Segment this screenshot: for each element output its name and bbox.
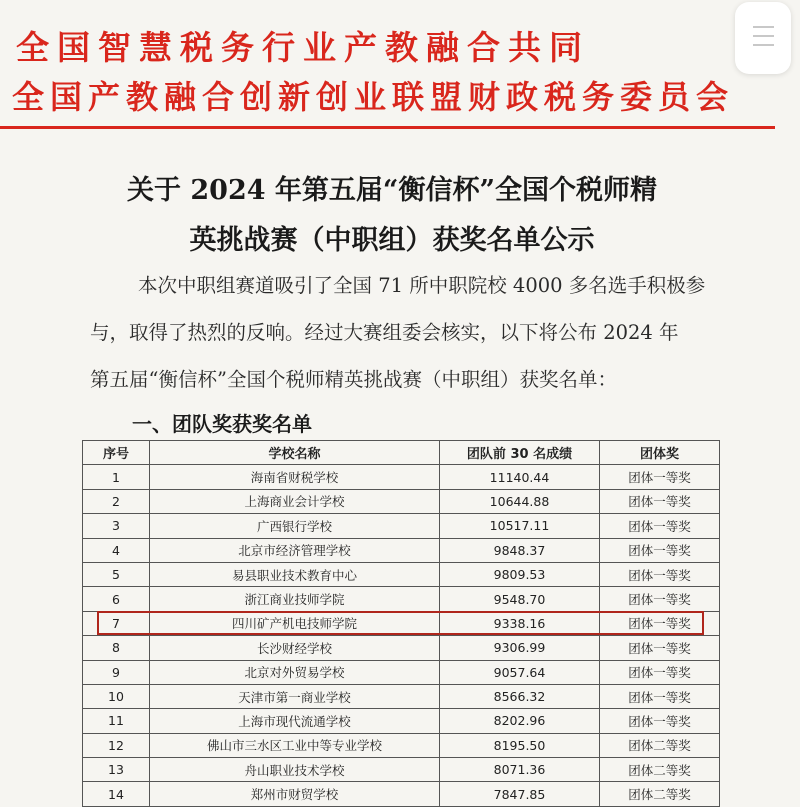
doc-title-line-2: 英挑战赛（中职组）获奖名单公示 — [189, 225, 595, 256]
section-title: 一、团队奖获奖名单 — [132, 412, 312, 436]
cell-score: 9057.64 — [440, 660, 600, 684]
table-row — [83, 684, 720, 708]
table-row — [83, 587, 720, 611]
header-org-line-2: 全国产教融合创新创业联盟财政税务委员会 — [12, 78, 735, 116]
col-header-school: 学校名称 — [150, 441, 440, 465]
cell-score: 11140.44 — [440, 465, 600, 489]
cell-school: 北京对外贸易学校 — [150, 660, 440, 684]
table-row — [83, 758, 720, 782]
cell-award: 团体一等奖 — [600, 709, 720, 733]
cell-award: 团体一等奖 — [600, 660, 720, 684]
table-header-row — [83, 441, 720, 465]
intro-line-1: 本次中职组赛道吸引了全国 71 所中职院校 4000 多名选手积极参 — [138, 274, 706, 297]
table-row — [83, 611, 720, 635]
cell-school: 上海商业会计学校 — [150, 489, 440, 513]
cell-school: 四川矿产机电技师学院 — [150, 611, 440, 635]
cell-award: 团体一等奖 — [600, 684, 720, 708]
cell-award: 团体一等奖 — [600, 587, 720, 611]
table-row — [83, 709, 720, 733]
table-row — [83, 514, 720, 538]
cell-school: 天津市第一商业学校 — [150, 684, 440, 708]
cell-award: 团体一等奖 — [600, 489, 720, 513]
cell-award: 团体一等奖 — [600, 538, 720, 562]
cell-school: 海南省财税学校 — [150, 465, 440, 489]
col-header-award: 团体奖 — [600, 441, 720, 465]
cell-school: 长沙财经学校 — [150, 636, 440, 660]
cell-award: 团体二等奖 — [600, 733, 720, 757]
cell-score: 9306.99 — [440, 636, 600, 660]
table-row — [83, 562, 720, 586]
table-body — [83, 465, 720, 806]
cell-score: 10517.11 — [440, 514, 600, 538]
cell-award: 团体一等奖 — [600, 562, 720, 586]
header-org-line-1: 全国智慧税务行业产教融合共同 — [16, 28, 590, 67]
cell-school: 易县职业技术教育中心 — [150, 562, 440, 586]
cell-award: 团体一等奖 — [600, 465, 720, 489]
table-row — [83, 782, 720, 806]
cell-no: 3 — [83, 514, 150, 538]
cell-no: 11 — [83, 709, 150, 733]
cell-award: 团体二等奖 — [600, 782, 720, 806]
cell-score: 8195.50 — [440, 733, 600, 757]
header-divider — [0, 126, 775, 129]
cell-no: 8 — [83, 636, 150, 660]
cell-school: 广西银行学校 — [150, 514, 440, 538]
cell-no: 5 — [83, 562, 150, 586]
cell-score: 8566.32 — [440, 684, 600, 708]
cell-school: 佛山市三水区工业中等专业学校 — [150, 733, 440, 757]
cell-score: 7847.85 — [440, 782, 600, 806]
cell-no: 7 — [83, 611, 150, 635]
intro-line-3: 第五届“衡信杯”全国个税师精英挑战赛（中职组）获奖名单： — [90, 368, 617, 391]
cell-award: 团体二等奖 — [600, 758, 720, 782]
cell-school: 浙江商业技师学院 — [150, 587, 440, 611]
table-row — [83, 489, 720, 513]
col-header-score: 团队前 30 名成绩 — [440, 441, 600, 465]
cell-no: 13 — [83, 758, 150, 782]
cell-award: 团体一等奖 — [600, 514, 720, 538]
cell-no: 1 — [83, 465, 150, 489]
cell-school: 上海市现代流通学校 — [150, 709, 440, 733]
table-row — [83, 733, 720, 757]
award-table — [82, 440, 720, 807]
cell-no: 14 — [83, 782, 150, 806]
intro-line-2: 与，取得了热烈的反响。经过大赛组委会核实，以下将公布 2024 年 — [90, 321, 679, 344]
cell-no: 2 — [83, 489, 150, 513]
table-row — [83, 636, 720, 660]
cell-score: 9809.53 — [440, 562, 600, 586]
doc-title-line-1: 关于 2024 年第五届“衡信杯”全国个税师精 — [126, 175, 657, 206]
cell-no: 4 — [83, 538, 150, 562]
table-row — [83, 538, 720, 562]
menu-button[interactable] — [735, 2, 791, 74]
award-table-container — [82, 440, 720, 807]
cell-no: 12 — [83, 733, 150, 757]
cell-no: 6 — [83, 587, 150, 611]
table-row — [83, 465, 720, 489]
cell-award: 团体一等奖 — [600, 611, 720, 635]
cell-school: 舟山职业技术学校 — [150, 758, 440, 782]
cell-school: 北京市经济管理学校 — [150, 538, 440, 562]
cell-score: 10644.88 — [440, 489, 600, 513]
col-header-no: 序号 — [83, 441, 150, 465]
cell-no: 9 — [83, 660, 150, 684]
cell-no: 10 — [83, 684, 150, 708]
cell-score: 9548.70 — [440, 587, 600, 611]
cell-score: 9848.37 — [440, 538, 600, 562]
table-row — [83, 660, 720, 684]
cell-score: 9338.16 — [440, 611, 600, 635]
cell-school: 郑州市财贸学校 — [150, 782, 440, 806]
cell-award: 团体一等奖 — [600, 636, 720, 660]
cell-score: 8071.36 — [440, 758, 600, 782]
cell-score: 8202.96 — [440, 709, 600, 733]
